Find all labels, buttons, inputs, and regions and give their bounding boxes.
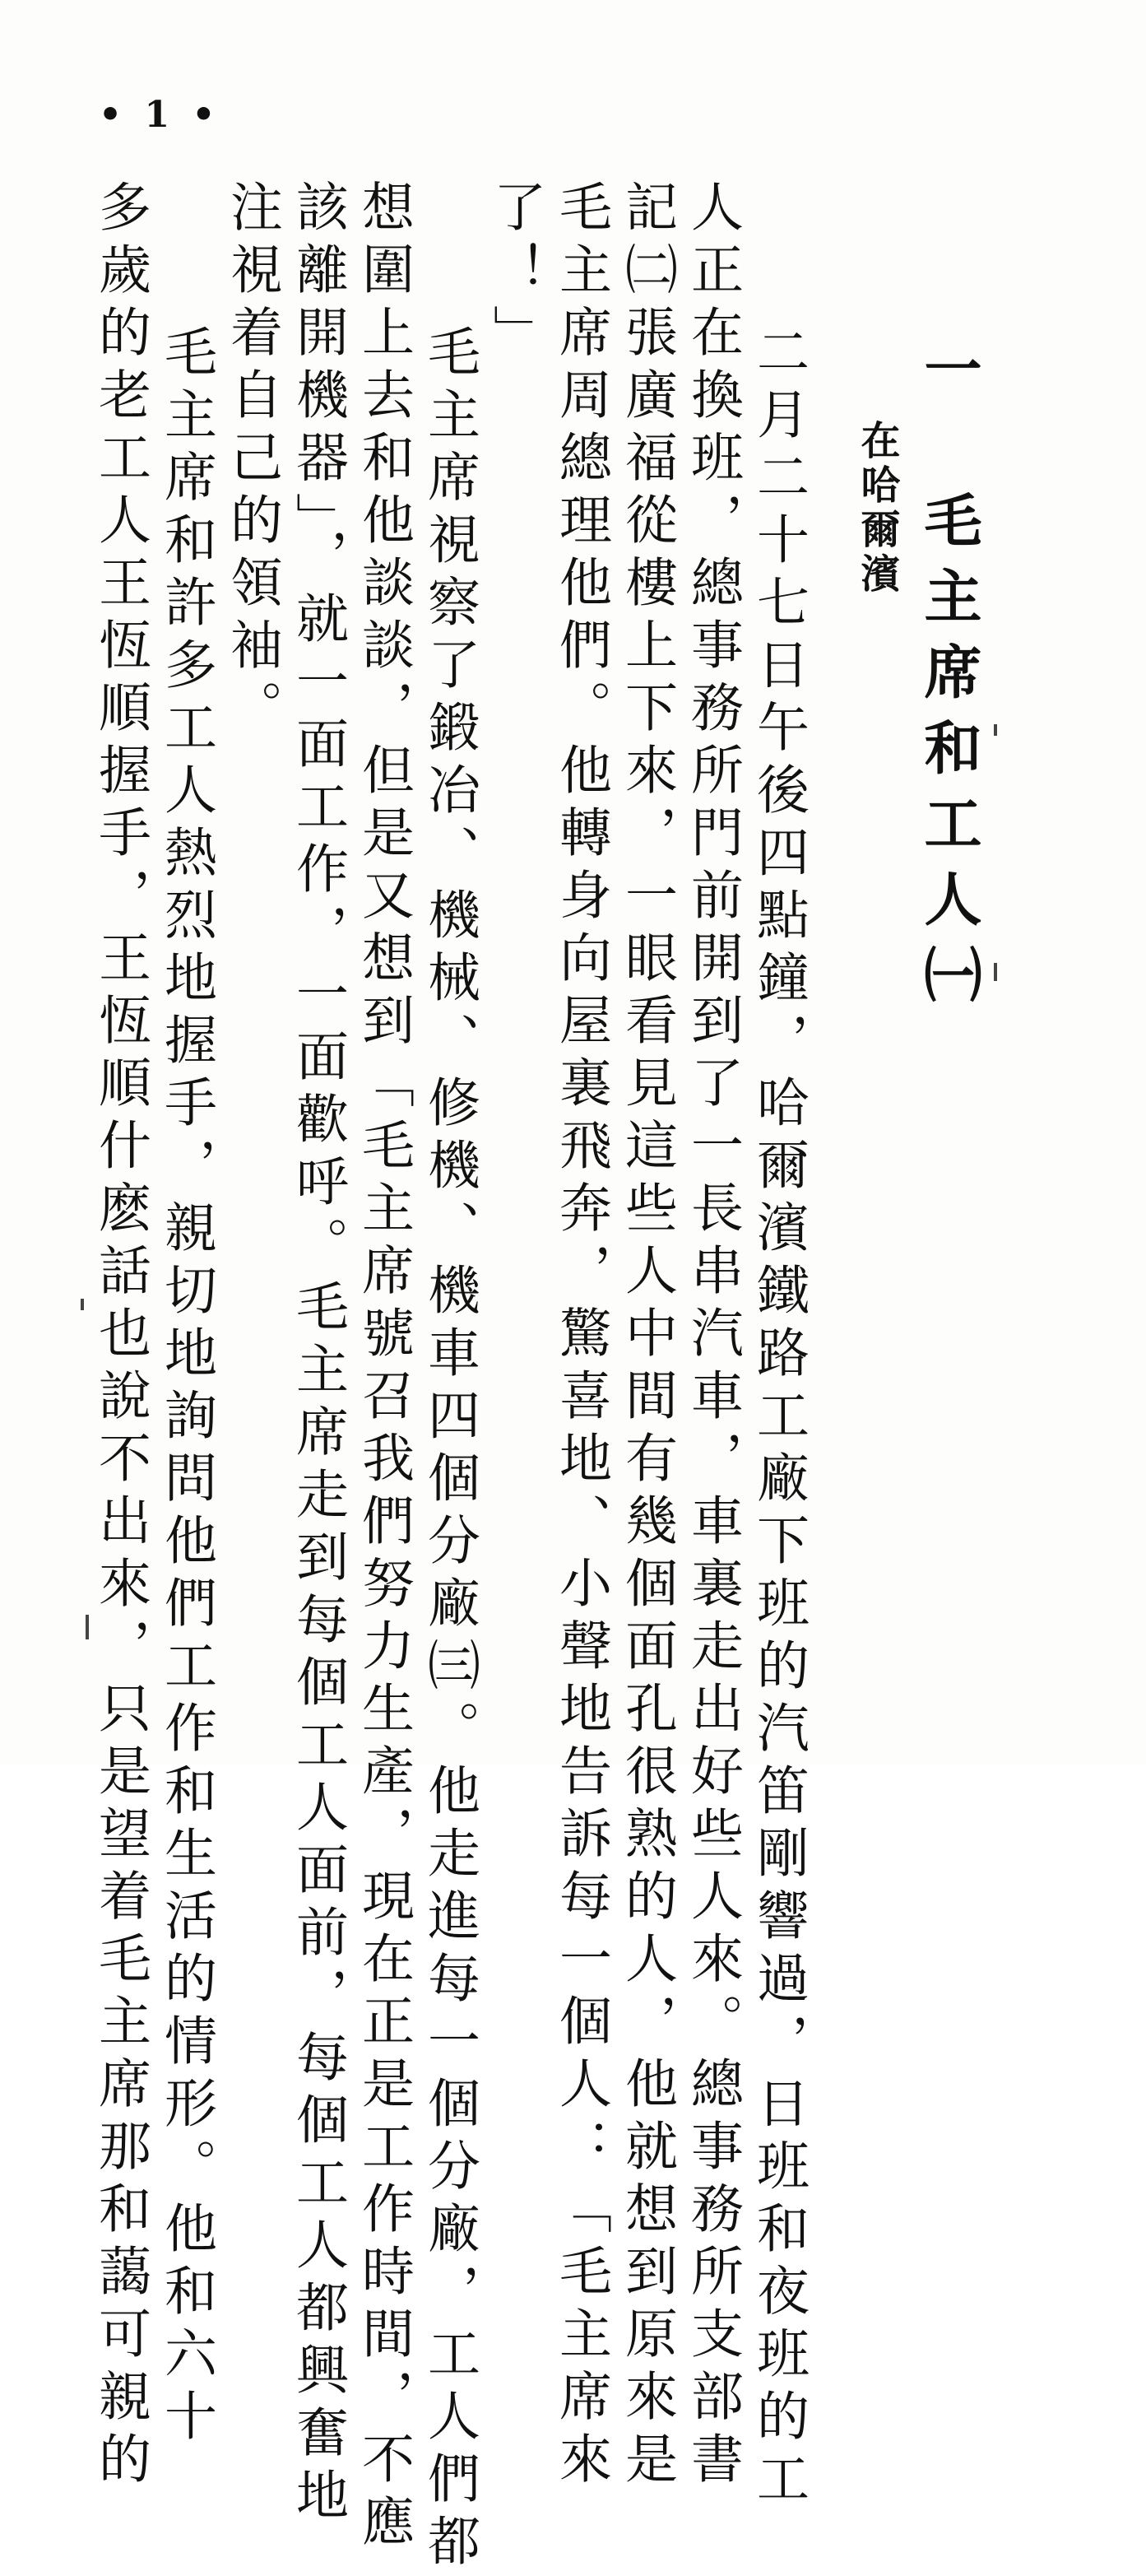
text-column: 多歲的老工人王恆順握手，王恆順什麽話也說不出來，只是望着毛主席那和藹可親的 (90, 179, 151, 2494)
chapter-location: 在哈爾濱 (854, 420, 900, 598)
scan-mark (86, 1615, 89, 1639)
text-column: 毛主席視察了鍛冶、機械、修機、機車四個分廠㈢。他走進每一個分廠，工人們都 (419, 262, 480, 2576)
page-number: • 1 • (99, 94, 220, 136)
text-column: 人正在換班，總事務所門前開到了一長串汽車，車裏走出好些人來。總事務所支部書 (682, 179, 743, 2494)
scan-mark (994, 724, 997, 736)
text-column: 了！」 (485, 179, 545, 367)
text-column: 注視着自己的領袖。 (221, 179, 282, 742)
text-column: 記㈡張廣福從樓上下來，一眼看見這些人中間有幾個面孔很熟的人，他就想到原來是 (616, 179, 677, 2494)
text-column: 毛主席和許多工人熱烈地握手，親切地詢問他們工作和生活的情形。他和六十 (155, 262, 216, 2451)
chapter-title: 一 毛主席和工人㈠ (915, 339, 983, 1021)
scan-mark (81, 1299, 84, 1310)
scan-mark (994, 963, 997, 981)
text-column: 毛主席周總理他們。他轉身向屋裏飛奔，驚喜地、小聲地告訴每一個人：「毛主席來 (550, 179, 611, 2494)
text-column: 該離開機器」，就一面工作，一面歡呼。毛主席走到每個工人面前，每個工人都興奮地 (287, 179, 348, 2530)
text-column: 想圍上去和他談談，但是又想到「毛主席號召我們努力生產，現在正是工作時間，不應 (353, 179, 414, 2556)
text-column: 二月二十七日午後四點鐘，哈爾濱鐵路工廠下班的汽笛剛響過，日班和夜班的工 (748, 262, 809, 2513)
